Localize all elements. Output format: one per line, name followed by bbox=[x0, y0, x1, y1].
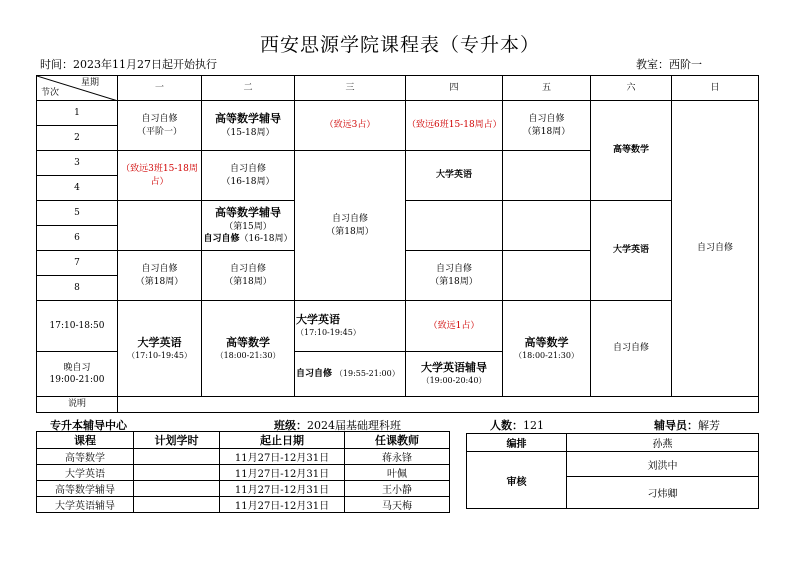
notes-content bbox=[118, 397, 759, 413]
cell-thu-afternoon: （致远1占） bbox=[406, 301, 503, 352]
schedule-table bbox=[36, 75, 759, 413]
period-label: 节次 bbox=[41, 87, 60, 98]
day-header-sat: 六 bbox=[591, 76, 672, 101]
classroom: 教室：西阶一 bbox=[636, 58, 702, 71]
period-1: 1 bbox=[37, 101, 118, 126]
cell-text: 自习自修 （平阶一） bbox=[136, 114, 182, 137]
cell-thu-evening bbox=[406, 352, 503, 397]
date-range: 11月27日-12月31日 bbox=[220, 481, 345, 497]
teacher-table bbox=[36, 431, 450, 513]
cell-tue-12 bbox=[202, 101, 295, 151]
staff-table bbox=[466, 433, 759, 509]
period-evening: 晚自习 19:00-21:00 bbox=[37, 352, 118, 397]
course-name: 高等数学辅导 bbox=[37, 481, 134, 497]
cell-mon-78 bbox=[118, 251, 202, 301]
period-5: 5 bbox=[37, 201, 118, 226]
col-hours: 计划学时 bbox=[134, 432, 220, 449]
course-title: 高等数学辅导 bbox=[215, 205, 281, 219]
cell-text: 自习自修 （第18周） bbox=[224, 264, 272, 287]
course-title: 高等数学 bbox=[226, 335, 270, 349]
cell-tue-56 bbox=[202, 201, 295, 251]
teacher-name: 马天梅 bbox=[345, 497, 450, 513]
table-row bbox=[37, 497, 450, 513]
class-label: 班级： bbox=[274, 419, 307, 432]
period-4: 4 bbox=[37, 176, 118, 201]
day-header-tue: 二 bbox=[202, 76, 295, 101]
course-title: 自习自修 bbox=[296, 368, 333, 379]
period-8: 8 bbox=[37, 276, 118, 301]
advisor-label: 辅导员： bbox=[654, 419, 698, 432]
course-name: 大学英语 bbox=[37, 465, 134, 481]
day-header-mon: 一 bbox=[118, 76, 202, 101]
cell-wed-evening bbox=[295, 352, 406, 397]
date-range: 11月27日-12月31日 bbox=[220, 497, 345, 513]
course-name: 大学英语辅导 bbox=[37, 497, 134, 513]
corner-header bbox=[37, 76, 118, 101]
cell-fri-12 bbox=[503, 101, 591, 151]
effective-date: 时间：2023年11月27日起开始执行 bbox=[40, 58, 217, 71]
review-label: 审核 bbox=[467, 452, 567, 509]
day-header-wed: 三 bbox=[295, 76, 406, 101]
planned-hours bbox=[134, 481, 220, 497]
col-teacher: 任课教师 bbox=[345, 432, 450, 449]
cell-text: 自习自修 （第18周） bbox=[135, 264, 184, 287]
course-title: 大学英语 bbox=[296, 312, 340, 326]
planned-hours bbox=[134, 449, 220, 465]
advisor-value: 解芳 bbox=[698, 419, 720, 432]
class-value: 2024届基础理科班 bbox=[307, 419, 401, 432]
period-3: 3 bbox=[37, 151, 118, 176]
course-title: 高等数学 bbox=[524, 335, 569, 349]
cell-mon-evening bbox=[118, 301, 202, 397]
cell-sat-14: 高等数学 bbox=[591, 101, 672, 201]
planned-hours bbox=[134, 497, 220, 513]
cell-thu-78 bbox=[406, 251, 503, 301]
self-study-label: 自习自修 bbox=[203, 233, 240, 244]
notes-label: 说明 bbox=[37, 397, 118, 413]
course-time: （19:00-20:40） bbox=[421, 376, 487, 386]
cell-sat-58: 大学英语 bbox=[591, 201, 672, 301]
planned-hours bbox=[134, 465, 220, 481]
course-time: （19:55-21:00） bbox=[334, 368, 400, 378]
cell-text: 自习自修 （16-18周） bbox=[221, 164, 275, 187]
period-2: 2 bbox=[37, 126, 118, 151]
cell-fri-78 bbox=[503, 251, 591, 301]
self-study-weeks: （16-18周） bbox=[239, 233, 293, 244]
period-6: 6 bbox=[37, 226, 118, 251]
period-afternoon: 17:10-18:50 bbox=[37, 301, 118, 352]
table-row bbox=[37, 481, 450, 497]
teacher-name: 叶佩 bbox=[345, 465, 450, 481]
weekday-label: 星期 bbox=[80, 78, 99, 88]
page-title: 西安思源学院课程表（专升本） bbox=[259, 34, 540, 56]
col-course: 课程 bbox=[37, 432, 134, 449]
cell-thu-56 bbox=[406, 201, 503, 251]
table-row bbox=[37, 449, 450, 465]
cell-tue-78 bbox=[202, 251, 295, 301]
cell-thu-34: 大学英语 bbox=[406, 151, 503, 201]
cell-tue-evening bbox=[202, 301, 295, 397]
cell-fri-56 bbox=[503, 201, 591, 251]
cell-tue-34 bbox=[202, 151, 295, 201]
count-label: 人数： bbox=[490, 419, 523, 432]
cell-text: 自习自修 （第18周） bbox=[326, 214, 374, 237]
reviewer-1: 刘洪中 bbox=[567, 452, 759, 477]
arrange-label: 编排 bbox=[467, 434, 567, 452]
day-header-thu: 四 bbox=[406, 76, 503, 101]
cell-text: 自习自修 （第18周） bbox=[522, 114, 571, 137]
cell-mon-56 bbox=[118, 201, 202, 251]
count-value: 121 bbox=[523, 419, 544, 432]
course-title: 高等数学辅导 bbox=[215, 112, 281, 125]
cell-wed-afternoon bbox=[295, 301, 406, 352]
course-weeks: （15-18周） bbox=[221, 127, 275, 138]
course-title: 大学英语 bbox=[137, 335, 182, 349]
teacher-name: 王小静 bbox=[345, 481, 450, 497]
col-dates: 起止日期 bbox=[220, 432, 345, 449]
cell-mon-34: （致远3班15-18周占） bbox=[118, 151, 202, 201]
cell-fri-evening bbox=[503, 301, 591, 397]
course-time: （18:00-21:30） bbox=[514, 350, 579, 360]
date-range: 11月27日-12月31日 bbox=[220, 465, 345, 481]
arrange-value: 孙燕 bbox=[567, 434, 759, 452]
cell-wed-38 bbox=[295, 151, 406, 301]
course-time: （17:10-19:45） bbox=[296, 328, 361, 338]
period-7: 7 bbox=[37, 251, 118, 276]
date-range: 11月27日-12月31日 bbox=[220, 449, 345, 465]
cell-wed-12: （致远3占） bbox=[295, 101, 406, 151]
cell-text: 自习自修 （第18周） bbox=[430, 264, 478, 287]
reviewer-2: 刁炜卿 bbox=[567, 477, 759, 509]
course-weeks: （第15周） bbox=[224, 221, 272, 232]
teacher-name: 蒋永锋 bbox=[345, 449, 450, 465]
cell-thu-12: （致远6班15-18周占） bbox=[406, 101, 503, 151]
self-study-note bbox=[203, 233, 293, 245]
course-title: 大学英语辅导 bbox=[421, 361, 487, 375]
course-time: （17:10-19:45） bbox=[127, 350, 192, 360]
day-header-fri: 五 bbox=[503, 76, 591, 101]
day-header-sun: 日 bbox=[672, 76, 759, 101]
advisor-info bbox=[654, 417, 720, 433]
count-info bbox=[490, 417, 544, 433]
course-time: （18:00-21:30） bbox=[215, 350, 281, 360]
cell-sat-evening: 自习自修 bbox=[591, 301, 672, 397]
cell-fri-34 bbox=[503, 151, 591, 201]
table-row bbox=[37, 465, 450, 481]
course-name: 高等数学 bbox=[37, 449, 134, 465]
cell-mon-12 bbox=[118, 101, 202, 151]
center-name: 专升本辅导中心 bbox=[50, 419, 127, 432]
cell-sun-all: 自习自修 bbox=[672, 101, 759, 397]
